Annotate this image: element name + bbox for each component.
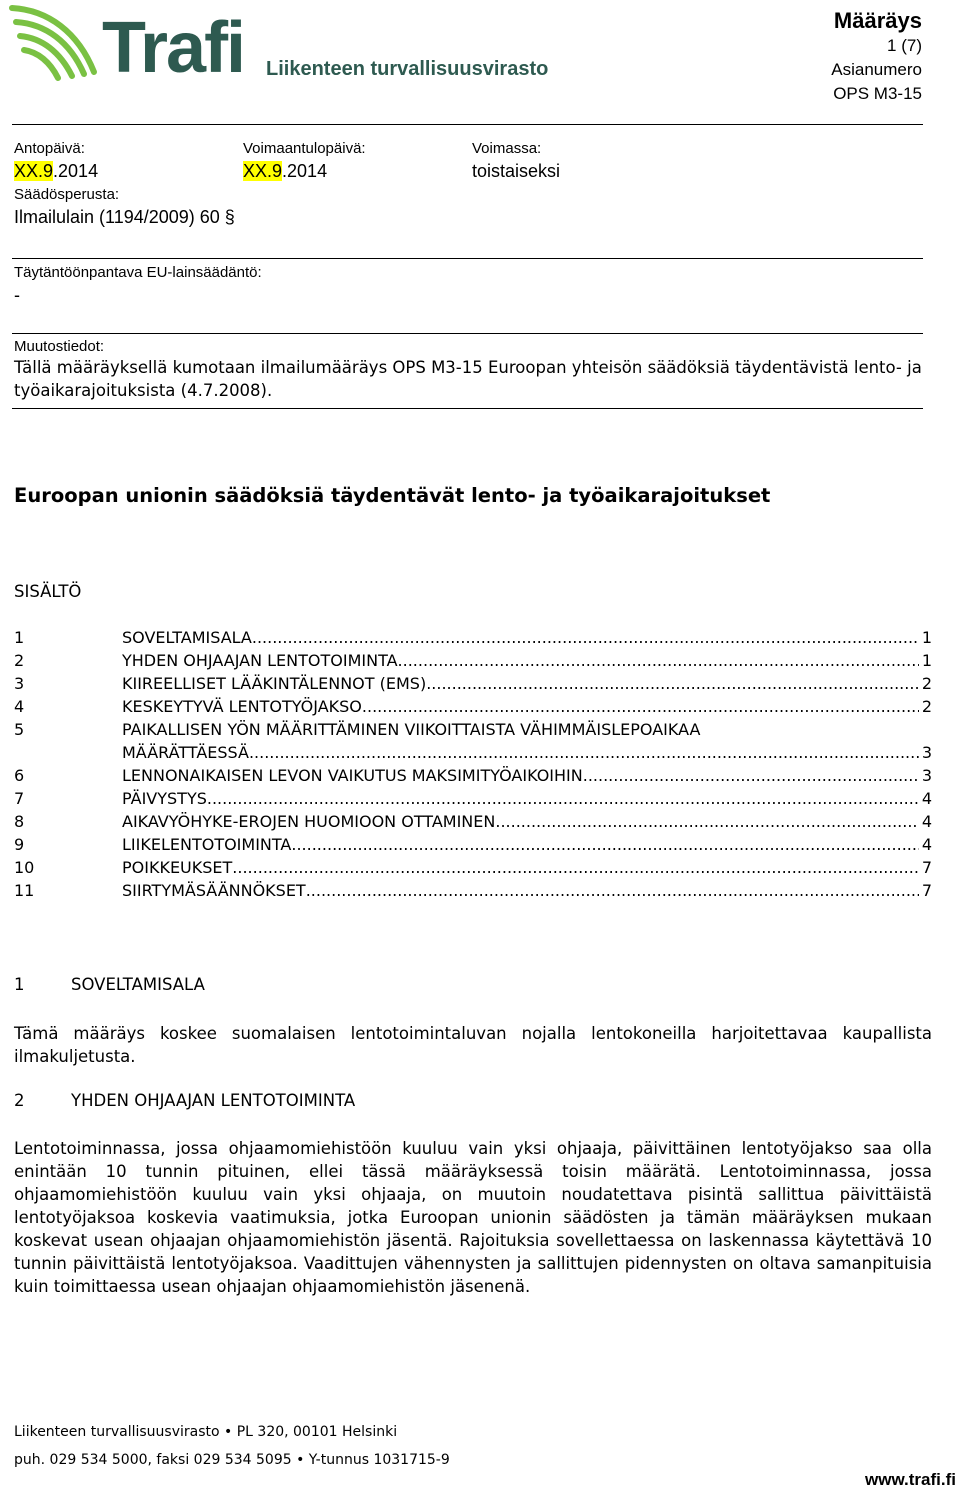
document-header: [831, 8, 922, 106]
toc-leader-dots: [398, 649, 919, 672]
section-title: SOVELTAMISALA: [71, 975, 205, 994]
issued-date-highlight: XX.9: [14, 161, 54, 181]
table-of-contents: [14, 626, 932, 902]
page-indicator: 1 (7): [887, 36, 922, 55]
case-number: OPS M3-15: [833, 84, 922, 103]
toc-item-continuation[interactable]: [14, 741, 932, 764]
basis-label: Säädösperusta:: [14, 186, 120, 203]
toc-item[interactable]: [14, 626, 932, 649]
valid-label: Voimassa:: [472, 140, 542, 157]
toc-item-page: 7: [921, 858, 932, 877]
section-1-heading: [14, 975, 205, 994]
toc-item-number: 8: [14, 812, 25, 831]
toc-item[interactable]: [14, 649, 932, 672]
toc-item-number: 3: [14, 674, 25, 693]
toc-item-number: 5: [14, 720, 25, 739]
toc-item[interactable]: [14, 695, 932, 718]
toc-leader-dots: [426, 672, 919, 695]
footer-contacts: puh. 029 534 5000, faksi 029 534 5095 • Y-tunnus 1031715-9: [14, 1452, 450, 1468]
section-2-text: Lentotoiminnassa, jossa ohjaamomiehistöön kuuluu vain yksi ohjaaja, päivittäinen lentotyöjakso saa olla enintään 10 tunnin pituinen, ellei tässä määräyksessä toisin määrätä. Lentotoiminnassa, jossa ohjaamomiehistöön kuuluu vain yksi ohjaaja, on muutoin noudatettava pisintä sallittua päivittäistä lentotyöjaksoa koskevia vaatimuksia, jotka Euroopan unionin säädösten ja tämän määräyksen mukaan koskevat usean ohjaajan ohjaamomiehistön jäsentä. Rajoituksia sovellettaessa on laskennassa käytettävä 10 tunnin päivittäistä lentotyöjaksoa. Vaadittujen vähennysten ja sallittujen pidennysten on oltava samanpituisia kuin toimittaessa usean ohjaajan ohjaamomiehistön jäsenenä.: [14, 1139, 932, 1296]
toc-leader-dots: [252, 626, 919, 649]
effective-date-highlight: XX.9: [243, 161, 283, 181]
toc-item-title: POIKKEUKSET: [122, 858, 233, 877]
divider: [12, 124, 923, 125]
section-title: YHDEN OHJAAJAN LENTOTOIMINTA: [71, 1091, 356, 1110]
toc-item-number: 7: [14, 789, 25, 808]
toc-item-title: LENNONAIKAISEN LEVON VAIKUTUS MAKSIMITYÖAIKOIHIN: [122, 766, 583, 785]
toc-item-page: 3: [921, 743, 932, 762]
toc-leader-dots: [583, 764, 919, 787]
issued-date: [14, 160, 98, 182]
effective-date: [243, 160, 327, 182]
toc-item-page: 7: [921, 881, 932, 900]
eu-value: -: [14, 285, 20, 305]
issued-label: Antopäivä:: [14, 140, 85, 157]
toc-leader-dots: [495, 810, 918, 833]
section-1-text: Tämä määräys koskee suomalaisen lentotoimintaluvan nojalla lentokoneilla harjoitettavaa kaupallista ilmakuljetusta.: [14, 1024, 932, 1066]
toc-item-number: 6: [14, 766, 25, 785]
toc-item[interactable]: [14, 879, 932, 902]
divider: [12, 258, 923, 259]
toc-item-title: PAIKALLISEN YÖN MÄÄRITTÄMINEN VIIKOITTAISTA VÄHIMMÄISLEPOAIKAA: [122, 720, 701, 739]
toc-item-page: 4: [921, 789, 932, 808]
toc-item-title: YHDEN OHJAAJAN LENTOTOIMINTA: [122, 651, 398, 670]
basis-value: Ilmailulain (1194/2009) 60 §: [14, 207, 235, 227]
toc-item[interactable]: [14, 833, 932, 856]
toc-item[interactable]: [14, 810, 932, 833]
toc-item-title: KESKEYTYVÄ LENTOTYÖJAKSO: [122, 697, 362, 716]
toc-item-page: 4: [921, 812, 932, 831]
toc-item-page: 2: [921, 697, 932, 716]
toc-item-page: 1: [921, 651, 932, 670]
toc-item-title: KIIREELLISET LÄÄKINTÄLENNOT (EMS): [122, 674, 427, 693]
toc-item-title-cont: MÄÄRÄTTÄESSÄ: [122, 743, 249, 762]
valid-value: toistaiseksi: [472, 161, 561, 181]
toc-item-number: 11: [14, 881, 35, 900]
trafi-swoosh-icon: [8, 2, 108, 84]
toc-item-title: PÄIVYSTYS: [122, 789, 207, 808]
toc-item-title: SOVELTAMISALA: [122, 628, 252, 647]
toc-leader-dots: [207, 787, 919, 810]
toc-item[interactable]: [14, 856, 932, 879]
section-number: 2: [14, 1091, 25, 1110]
toc-leader-dots: [306, 879, 919, 902]
toc-item-page: 1: [921, 628, 932, 647]
toc-item-number: 9: [14, 835, 25, 854]
document-title: Euroopan unionin säädöksiä täydentävät lento- ja työaikarajoitukset: [14, 484, 771, 507]
toc-item[interactable]: [14, 718, 932, 741]
issued-date-year: .2014: [53, 161, 99, 181]
toc-item-number: 2: [14, 651, 25, 670]
logo-wordmark: Trafi: [102, 8, 245, 88]
toc-item-page: 4: [921, 835, 932, 854]
toc-item[interactable]: [14, 787, 932, 810]
toc-leader-dots: [362, 695, 919, 718]
toc-item-title: AIKAVYÖHYKE-EROJEN HUOMIOON OTTAMINEN: [122, 812, 496, 831]
toc-leader-dots: [232, 856, 919, 879]
case-label: Asianumero: [831, 60, 922, 79]
footer-address: Liikenteen turvallisuusvirasto • PL 320, 00101 Helsinki: [14, 1424, 398, 1440]
toc-leader-dots: [249, 741, 919, 764]
toc-item-number: 4: [14, 697, 25, 716]
toc-item-page: 3: [921, 766, 932, 785]
document-type: Määräys: [833, 8, 922, 33]
toc-item[interactable]: [14, 672, 932, 695]
toc-item-number: 1: [14, 628, 25, 647]
logo-tagline: Liikenteen turvallisuusvirasto: [266, 58, 549, 80]
divider: [12, 333, 923, 334]
changes-text: Tällä määräyksellä kumotaan ilmailumääräys OPS M3-15 Euroopan yhteisön säädöksiä täydentävistä lento- ja työaikarajoituksista (4.7.2008).: [14, 358, 922, 400]
toc-item-page: 2: [921, 674, 932, 693]
toc-item[interactable]: [14, 764, 932, 787]
divider: [12, 408, 923, 409]
effective-date-year: .2014: [282, 161, 328, 181]
effective-label: Voimaantulopäivä:: [243, 140, 366, 157]
toc-item-title: SIIRTYMÄSÄÄNNÖKSET: [122, 881, 306, 900]
toc-item-number: 10: [14, 858, 35, 877]
toc-heading: SISÄLTÖ: [14, 582, 82, 601]
toc-item-title: LIIKELENTOTOIMINTA: [122, 835, 292, 854]
footer-website-link[interactable]: www.trafi.fi: [865, 1470, 956, 1489]
section-number: 1: [14, 975, 25, 994]
trafi-logo: [8, 2, 549, 88]
changes-label: Muutostiedot:: [14, 338, 105, 355]
eu-label: Täytäntöönpantava EU-lainsäädäntö:: [14, 264, 262, 281]
section-2-heading: [14, 1091, 355, 1110]
toc-leader-dots: [291, 833, 918, 856]
